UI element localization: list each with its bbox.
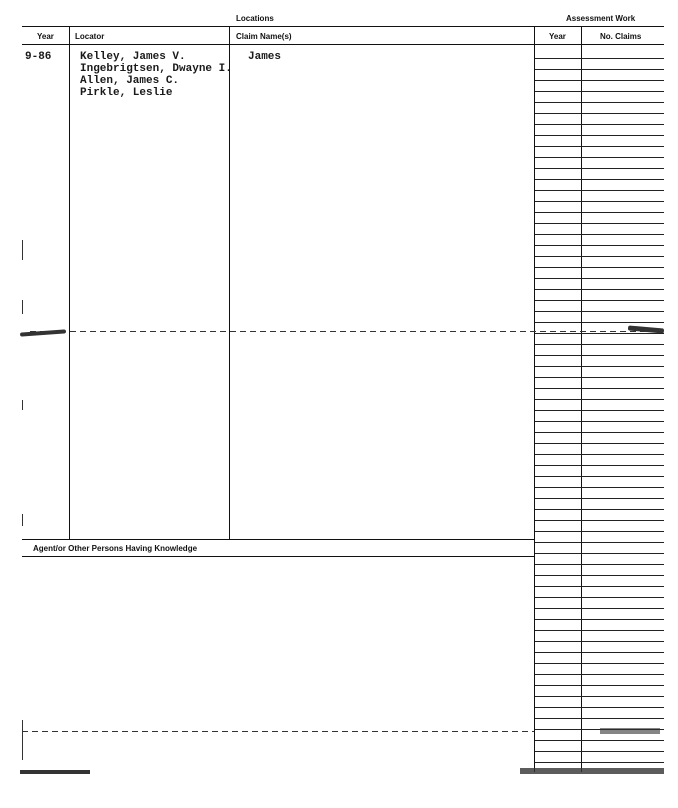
assessment-row-line [535, 223, 664, 224]
assessment-row-line [535, 377, 664, 378]
locator-name: Ingebrigtsen, Dwayne I. [80, 63, 232, 75]
assessment-row-line [535, 201, 664, 202]
margin-mark [22, 400, 23, 410]
scan-noise [520, 768, 664, 774]
margin-mark [22, 240, 23, 260]
assessment-row-line [535, 619, 664, 620]
assessment-row-line [535, 245, 664, 246]
locator-column-header: Locator [75, 32, 105, 41]
assessment-row-line [535, 234, 664, 235]
no-claims-column-header: No. Claims [600, 32, 642, 41]
assessment-row-line [535, 564, 664, 565]
assessment-row-line [535, 465, 664, 466]
entry-year: 9-86 [25, 51, 52, 63]
assessment-row-line [535, 311, 664, 312]
assessment-row-line [535, 124, 664, 125]
assessment-work-header: Assessment Work [566, 14, 636, 23]
assessment-row-line [535, 707, 664, 708]
assessment-row-line [535, 278, 664, 279]
agent-section-label: Agent/or Other Persons Having Knowledge [33, 544, 198, 553]
assessment-row-line [535, 432, 664, 433]
assessment-row-line [535, 575, 664, 576]
assessment-row-line [535, 388, 664, 389]
assessment-row-line [535, 652, 664, 653]
assessment-row-line [535, 212, 664, 213]
assessment-row-line [535, 168, 664, 169]
assessment-row-line [535, 410, 664, 411]
assessment-row-line [535, 179, 664, 180]
year-column-header: Year [37, 32, 54, 41]
assessment-row-line [535, 630, 664, 631]
assessment-row-line [535, 751, 664, 752]
assessment-row-line [535, 553, 664, 554]
assessment-row-line [535, 740, 664, 741]
assessment-row-line [535, 157, 664, 158]
locator-claims-divider [229, 27, 230, 539]
assessment-row-line [535, 597, 664, 598]
assessment-row-line [535, 333, 664, 334]
top-rule [22, 26, 664, 27]
assessment-row-line [535, 421, 664, 422]
assessment-row-line [535, 762, 664, 763]
locations-header: Locations [236, 14, 274, 23]
assessment-row-line [535, 355, 664, 356]
assessment-row-line [535, 267, 664, 268]
assessment-row-line [535, 674, 664, 675]
locator-name: Pirkle, Leslie [80, 87, 173, 99]
assessment-row-line [535, 58, 664, 59]
claim-name: James [248, 51, 282, 63]
assessment-row-line [535, 498, 664, 499]
assessment-row-line [535, 443, 664, 444]
assessment-row-line [535, 509, 664, 510]
assessment-row-line [535, 80, 664, 81]
assessment-row-line [535, 685, 664, 686]
assessment-row-line [535, 542, 664, 543]
assessment-row-line [535, 91, 664, 92]
assessment-year-column-header: Year [549, 32, 566, 41]
agent-label-rule [22, 556, 534, 557]
assessment-row-line [535, 190, 664, 191]
assessment-row-line [535, 146, 664, 147]
margin-mark [22, 514, 23, 526]
header-bottom-rule [22, 44, 664, 45]
ink-mark-left [20, 329, 66, 336]
locator-list [80, 51, 232, 99]
assessment-row-line [535, 289, 664, 290]
scan-noise [20, 770, 90, 774]
assessment-row-line [535, 641, 664, 642]
assessment-row-line [535, 586, 664, 587]
assessment-row-line [535, 344, 664, 345]
assessment-row-line [535, 256, 664, 257]
scan-noise [600, 728, 660, 734]
margin-mark [22, 300, 23, 314]
margin-mark [22, 720, 23, 760]
assessment-row-line [535, 135, 664, 136]
assessment-row-line [535, 69, 664, 70]
agent-top-rule [22, 539, 534, 540]
assessment-row-line [535, 102, 664, 103]
assessment-row-line [535, 663, 664, 664]
assessment-row-line [535, 399, 664, 400]
claim-names-column-header: Claim Name(s) [236, 32, 292, 41]
assessment-row-line [535, 608, 664, 609]
assessment-row-line [535, 531, 664, 532]
assessment-row-line [535, 476, 664, 477]
assessment-row-line [535, 718, 664, 719]
year-locator-divider [69, 27, 70, 539]
locator-name: Allen, James C. [80, 75, 180, 87]
agent-bottom-dashed-line [22, 731, 534, 732]
assessment-row-line [535, 366, 664, 367]
assessment-row-line [535, 322, 664, 323]
assessment-row-line [535, 696, 664, 697]
locator-name: Kelley, James V. [80, 51, 186, 63]
middle-dashed-line [30, 331, 650, 332]
assessment-row-line [535, 487, 664, 488]
assessment-row-line [535, 520, 664, 521]
assessment-row-line [535, 300, 664, 301]
assessment-row-line [535, 113, 664, 114]
assessment-row-line [535, 454, 664, 455]
